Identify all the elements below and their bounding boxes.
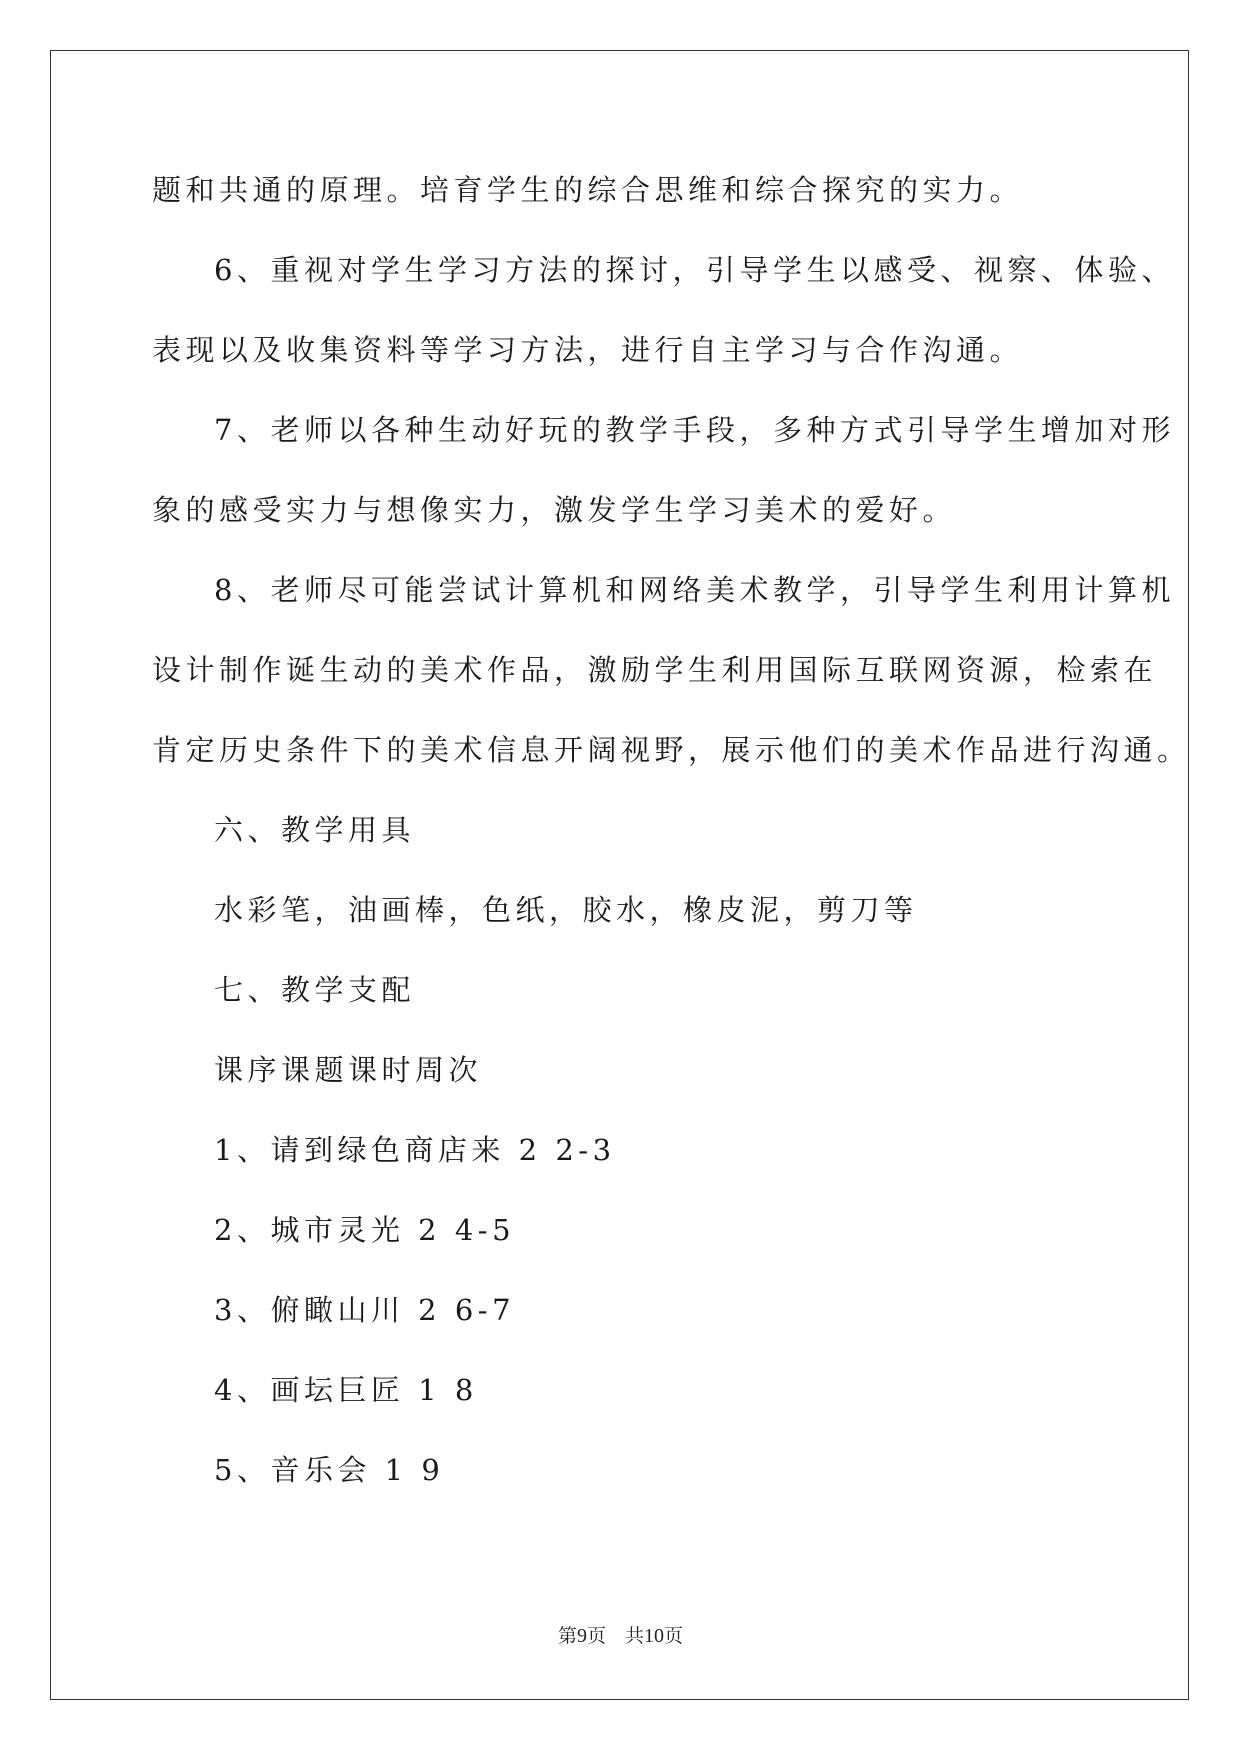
paragraph-line: 题和共通的原理。培育学生的综合思维和综合探究的实力。	[152, 173, 1024, 207]
paragraph-line: 8、老师尽可能尝试计算机和网络美术教学，引导学生利用计算机	[214, 573, 1175, 607]
list-item: 3、俯瞰山川 2 6-7	[214, 1293, 516, 1327]
paragraph-line: 肯定历史条件下的美术信息开阔视野，展示他们的美术作品进行沟通。	[152, 733, 1191, 767]
footer-suffix: 页	[664, 1625, 684, 1647]
total-page-number: 10	[644, 1625, 664, 1647]
list-item: 4、画坛巨匠 1 8	[214, 1373, 478, 1407]
section-heading: 七、教学支配	[214, 973, 416, 1007]
footer-prefix: 第	[557, 1625, 577, 1647]
paragraph-line: 水彩笔，油画棒，色纸，胶水，橡皮泥，剪刀等	[214, 893, 918, 927]
paragraph-line: 设计制作诞生动的美术作品，激励学生利用国际互联网资源，检索在	[152, 653, 1158, 687]
paragraph-line: 象的感受实力与想像实力，激发学生学习美术的爱好。	[152, 493, 957, 527]
list-item: 5、音乐会 1 9	[214, 1453, 445, 1487]
footer-mid: 页 共	[586, 1625, 644, 1647]
list-item: 2、城市灵光 2 4-5	[214, 1213, 516, 1247]
paragraph-line: 7、老师以各种生动好玩的教学手段，多种方式引导学生增加对形	[214, 413, 1175, 447]
section-heading: 六、教学用具	[214, 813, 416, 847]
page-footer	[0, 1624, 1241, 1648]
paragraph-line: 6、重视对学生学习方法的探讨，引导学生以感受、视察、体验、	[214, 253, 1175, 287]
current-page-number: 9	[576, 1625, 587, 1647]
paragraph-line: 表现以及收集资料等学习方法，进行自主学习与合作沟通。	[152, 333, 1024, 367]
list-item: 1、请到绿色商店来 2 2-3	[214, 1133, 616, 1167]
table-header-line: 课序课题课时周次	[214, 1053, 483, 1087]
